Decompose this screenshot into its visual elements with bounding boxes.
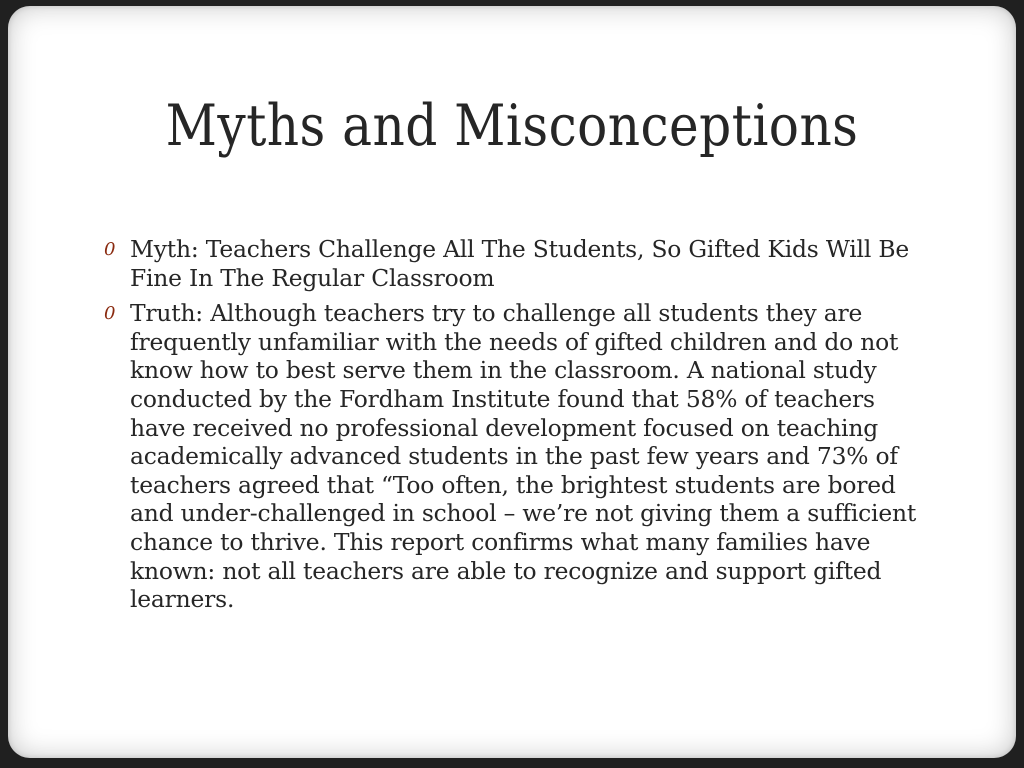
bullet-item-truth	[104, 299, 934, 614]
bullet-text-myth: Myth: Teachers Challenge All The Students, So Gifted Kids Will Be Fine In The Regular Classroom	[130, 235, 909, 292]
bullet-text-truth: Truth: Although teachers try to challenge all students they are frequently unfamiliar with the needs of gifted children and do not know how to best serve them in the classroom. A national study conducted by the Fordham Institute found that 58% of teachers have received no professional development focused on teaching academically advanced students in the past few years and 73% of teachers agreed that “Too often, the brightest students are bored and under-challenged in school – we’re not giving them a sufficient chance to thrive. This report confirms what many families have known: not all teachers are able to recognize and support gifted learners.	[130, 299, 917, 614]
slide	[8, 6, 1016, 758]
bullet-marker: 0	[104, 303, 116, 325]
bullet-item-myth	[104, 235, 934, 292]
bullet-list	[104, 235, 934, 621]
slide-title: Myths and Misconceptions	[165, 93, 859, 159]
bullet-marker: 0	[104, 239, 116, 260]
